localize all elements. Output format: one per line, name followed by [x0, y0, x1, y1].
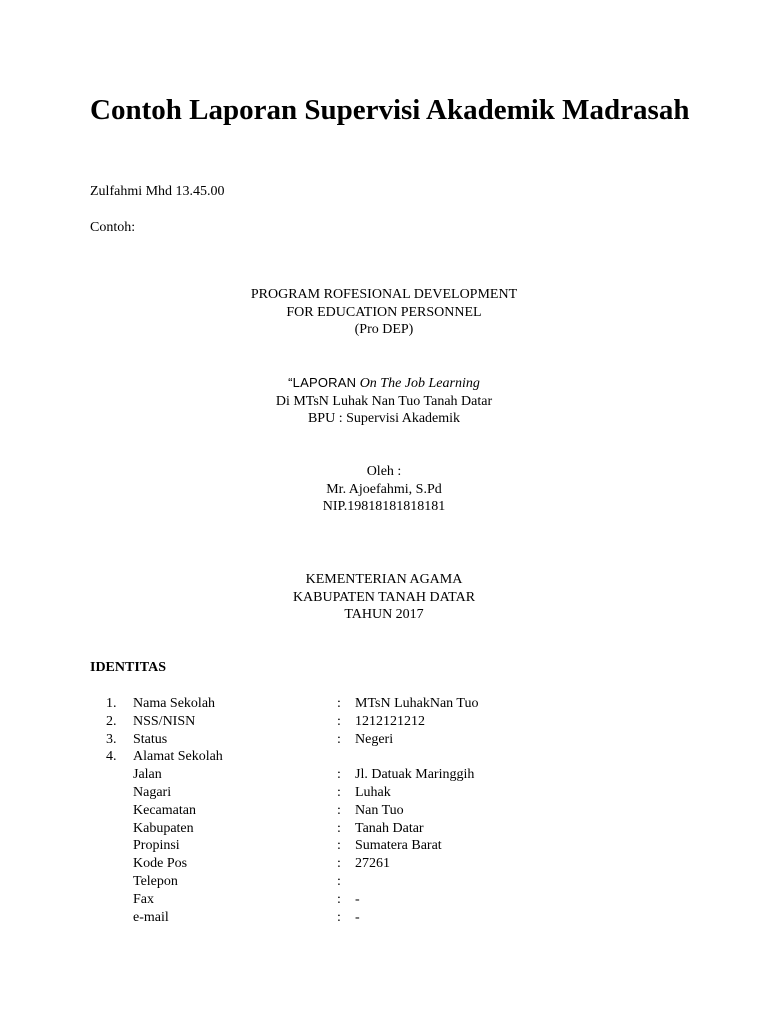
identity-row: [0, 713, 768, 731]
laporan-block: [0, 374, 768, 428]
identity-row: [0, 855, 768, 873]
row-label: NSS/NISN: [133, 713, 196, 729]
row-label: Kode Pos: [133, 856, 188, 872]
row-colon: :: [337, 820, 341, 836]
author-nip: NIP.19818181818181: [322, 499, 446, 514]
row-colon: :: [337, 838, 341, 854]
row-value: Negeri: [355, 731, 394, 747]
page-title: Contoh Laporan Supervisi Akademik Madrasah: [90, 94, 690, 126]
identity-row: [0, 802, 768, 820]
identity-row: [0, 891, 768, 909]
row-number: 3.: [106, 731, 117, 747]
program-line: (Pro DEP): [354, 322, 414, 337]
year-line: TAHUN 2017: [344, 607, 424, 622]
row-label: Kecamatan: [133, 802, 196, 818]
row-colon: :: [337, 767, 341, 783]
institution-block: [0, 571, 768, 624]
author-name: Mr. Ajoefahmi, S.Pd: [326, 481, 442, 497]
row-colon: :: [337, 731, 341, 747]
row-label: Status: [133, 731, 168, 747]
row-colon: :: [337, 891, 341, 907]
row-label: Propinsi: [133, 838, 180, 854]
laporan-prefix: “LAPORAN: [288, 375, 357, 390]
laporan-line: Di MTsN Luhak Nan Tuo Tanah Datar: [275, 393, 493, 409]
row-label: Nama Sekolah: [133, 696, 216, 711]
identity-row: [0, 909, 768, 927]
program-line: FOR EDUCATION PERSONNEL: [286, 304, 482, 320]
row-value: 1212121212: [355, 713, 425, 729]
row-label: Nagari: [133, 784, 172, 800]
row-value: Luhak: [355, 784, 391, 800]
institution-line: KEMENTERIAN AGAMA: [305, 572, 463, 587]
row-value: 27261: [355, 856, 390, 872]
program-line: PROGRAM ROFESIONAL DEVELOPMENT: [250, 287, 518, 302]
institution-line: KABUPATEN TANAH DATAR: [292, 589, 476, 605]
row-number: 4.: [106, 749, 117, 765]
identity-row: [0, 820, 768, 838]
row-colon: :: [337, 784, 341, 800]
row-value: Nan Tuo: [355, 802, 404, 818]
row-value: Jl. Datuak Maringgih: [355, 767, 475, 783]
identity-row: [0, 784, 768, 802]
row-colon: :: [337, 856, 341, 872]
row-colon: :: [337, 696, 341, 711]
row-label: e-mail: [133, 909, 169, 925]
row-colon: :: [337, 873, 341, 889]
row-value: -: [355, 891, 360, 907]
laporan-title-line: [0, 374, 768, 393]
identity-row: [0, 731, 768, 749]
program-block: [0, 286, 768, 339]
oleh-line: Oleh :: [366, 464, 402, 479]
laporan-italic-title: On The Job Learning: [359, 376, 480, 391]
row-colon: :: [337, 713, 341, 729]
identity-table: [0, 695, 768, 926]
laporan-line: BPU : Supervisi Akademik: [307, 411, 461, 426]
row-number: 2.: [106, 713, 117, 729]
row-value: MTsN LuhakNan Tuo: [355, 696, 479, 711]
row-colon: :: [337, 802, 341, 818]
row-colon: :: [337, 909, 341, 925]
identity-row: [0, 748, 768, 766]
identity-row: [0, 873, 768, 891]
row-number: 1.: [106, 696, 117, 711]
author-block: [0, 463, 768, 516]
row-label: Jalan: [133, 767, 162, 783]
identity-row: [0, 695, 768, 713]
identity-row: [0, 837, 768, 855]
row-value: Sumatera Barat: [355, 838, 442, 854]
row-label: Fax: [133, 891, 154, 907]
row-label: Telepon: [133, 873, 178, 889]
identitas-heading: IDENTITAS: [90, 660, 166, 675]
row-value: -: [355, 909, 360, 925]
author-timestamp: Zulfahmi Mhd 13.45.00: [90, 184, 225, 199]
row-label: Alamat Sekolah: [133, 749, 223, 765]
example-label: Contoh:: [90, 220, 136, 235]
row-value: Tanah Datar: [355, 820, 424, 836]
identity-row: [0, 766, 768, 784]
row-label: Kabupaten: [133, 820, 194, 836]
